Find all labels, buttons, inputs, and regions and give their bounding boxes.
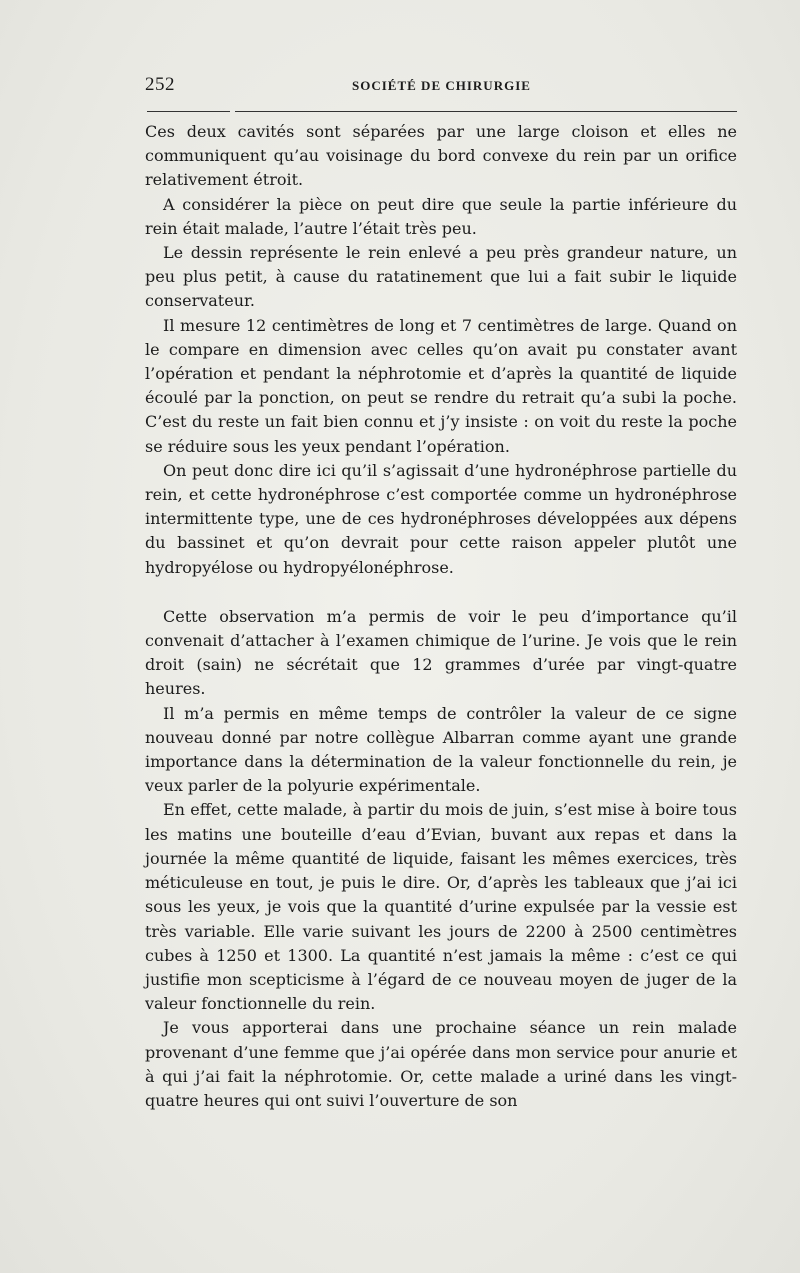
- paragraph: Ces deux cavités sont séparées par une large cloison et elles ne communiquent qu’au voisinage du bord convexe du rein par un orifice relativement étroit.: [145, 122, 737, 190]
- paragraph: On peut donc dire ici qu’il s’agissait d’une hydronéphrose partielle du rein, et cette hydronéphrose c’est comportée comme un hydronéphrose intermittente type, une de ces hydronéphroses développées aux dépens du bassinet et qu’on devrait pour cette raison appeler plutôt une hydropyélose ou hydropyélonéphrose.: [145, 460, 737, 577]
- page-number: 252: [145, 74, 175, 95]
- page-header: [145, 74, 735, 102]
- header-rule: [147, 111, 737, 112]
- paragraph: A considérer la pièce on peut dire que seule la partie inférieure du rein était malade, l’autre l’était très peu.: [145, 194, 737, 238]
- paragraph: En effet, cette malade, à partir du mois de juin, s’est mise à boire tous les matins une bouteille d’eau d’Evian, buvant aux repas et dans la journée la même quantité de liquide, faisant les mêmes exercices, très méticuleuse en tout, je puis le dire. Or, d’après les tableaux que j’ai ici sous les yeux, je vois que la quantité d’urine expulsée par la vessie est très variable. Elle varie suivant les jours de 2200 à 2500 centimètres cubes à 1250 et 1300. La quantité n’est jamais la même : c’est ce qui justifie mon scepticisme à l’égard de ce nouveau moyen de juger de la valeur fonctionnelle du rein.: [145, 800, 737, 1014]
- paragraph: Cette observation m’a permis de voir le peu d’importance qu’il convenait d’attacher à l’examen chimique de l’urine. Je vois que le rein droit (sain) ne sécrétait que 12 grammes d’urée par vingt-quatre heures.: [145, 606, 737, 699]
- running-title: SOCIÉTÉ DE CHIRURGIE: [352, 78, 531, 93]
- paragraph: Il m’a permis en même temps de contrôler la valeur de ce signe nouveau donné par notre collègue Albarran comme ayant une grande importance dans la détermination de la valeur fonctionnelle du rein, je veux parler de la polyurie expérimentale.: [145, 703, 737, 796]
- paragraph: Je vous apporterai dans une prochaine séance un rein malade provenant d’une femme que j’ai opérée dans mon service pour anurie et à qui j’ai fait la néphrotomie. Or, cette malade a uriné dans les vingt-quatre heures qui ont suivi l’ouverture de son: [145, 1018, 737, 1110]
- body-text: [145, 120, 737, 1113]
- paragraph: Il mesure 12 centimètres de long et 7 centimètres de large. Quand on le compare en dimension avec celles qu’on avait pu constater avant l’opération et pendant la néphrotomie et d’après la quantité de liquide écoulé par la ponction, on peut se rendre du retrait qu’a subi la poche. C’est du reste un fait bien connu et j’y insiste : on voit du reste la poche se réduire sous les yeux pendant l’opération.: [145, 315, 737, 456]
- paragraph: Le dessin représente le rein enlevé a peu près grandeur nature, un peu plus petit, à cause du ratatinement que lui a fait subir le liquide conservateur.: [145, 243, 737, 311]
